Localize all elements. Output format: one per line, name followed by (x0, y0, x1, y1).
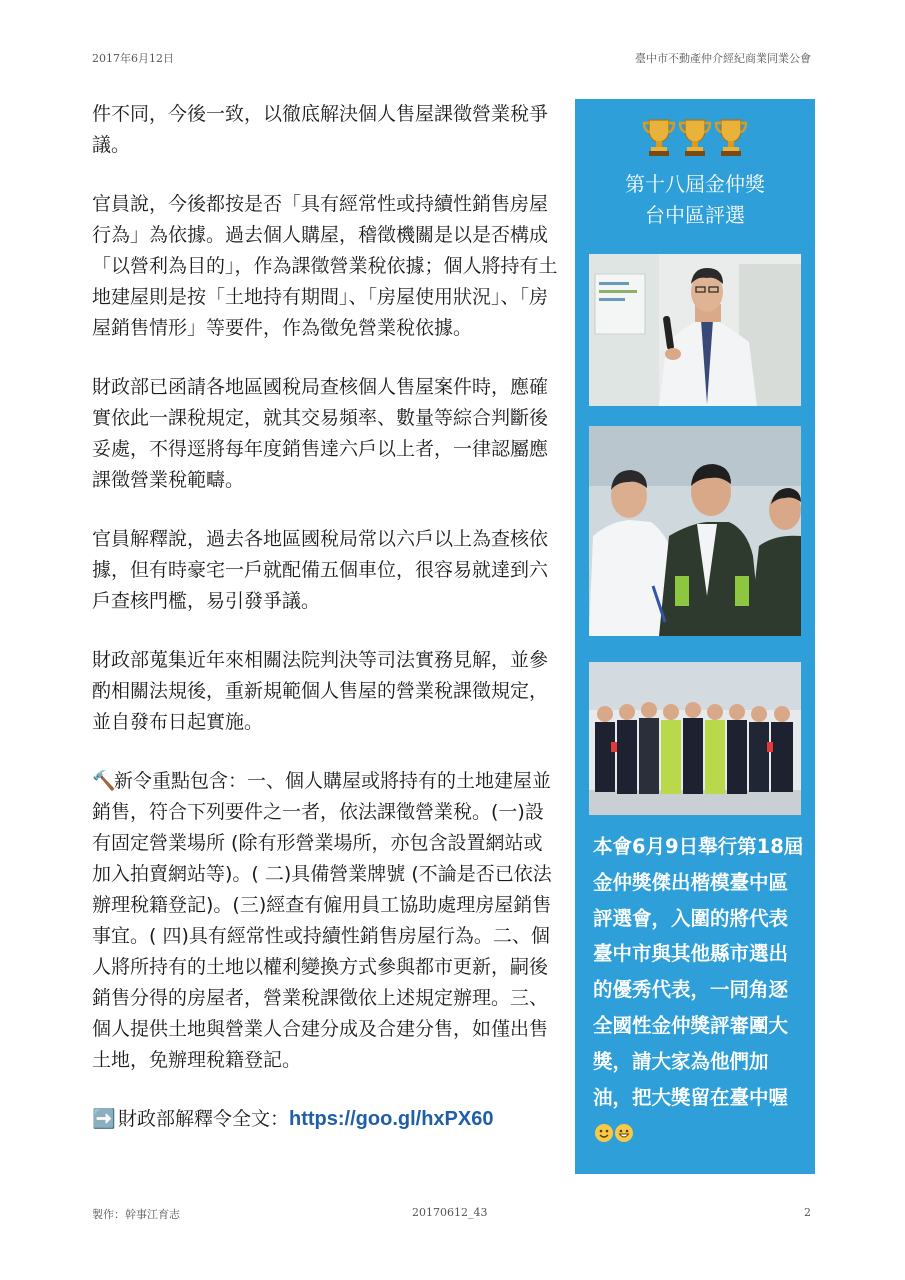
judges-photo (589, 426, 801, 636)
decree-link[interactable]: https://goo.gl/hxPX60 (289, 1108, 494, 1130)
trophy-icon (641, 117, 677, 157)
link-prefix: 財政部解釋令全文： (118, 1108, 290, 1130)
header-date: 2017年6月12日 (92, 52, 174, 65)
footer-author: 製作：幹事江育志 (92, 1208, 180, 1221)
trophy-icon (713, 117, 749, 157)
key-points-text: 新令重點包含：一、個人購屋或將持有的土地建屋並銷售，符合下列要件之一者，依法課徵營業稅。(一)設有固定營業場所 (除有形營業場所，亦包含設置網站或加入拍賣網站等)。( 二)具備營業牌號 (不論是否已依法辦理稅籍登記)。(三)經查有僱用員工協助處理房屋銷售事宜。( 四)具有經常性或持續性銷售房屋行為。二、個人將所持有的土地以權利變換方式參與都市更新，嗣後銷售分得的房屋者，營業稅課徵依上述規定辦理。三、個人提供土地與營業人合建分成及合建分售，如僅出售土地，免辦理稅籍登記。 (92, 770, 552, 1071)
award-caption-text: 本會6月9日舉行第18屆金仲獎傑出楷模臺中區評選會，入圍的將代表臺中市與其他縣市選出的優秀代表，一同角逐全國性金仲獎評審團大獎，請大家為他們加油，把大獎留在臺中喔 (593, 835, 804, 1109)
award-caption (593, 829, 805, 1151)
hammer-icon: 🔨 (92, 770, 116, 792)
smiling-face-icon (595, 1124, 613, 1142)
paragraph: 官員解釋說，過去各地區國稅局常以六戶以上為查核依據，但有時豪宅一戶就配備五個車位，很容易就達到六戶查核門檻，易引發爭議。 (92, 528, 549, 612)
speaker-photo (589, 254, 801, 406)
link-paragraph (92, 1104, 560, 1135)
paragraph: 財政部已函請各地區國稅局查核個人售屋案件時，應確實依此一課稅規定，就其交易頻率、數量等綜合判斷後妥處，不得逕將每年度銷售達六戶以上者，一律認屬應課徵營業稅範疇。 (92, 376, 549, 491)
grinning-face-icon (615, 1124, 633, 1142)
award-sidebar (575, 99, 815, 1174)
header-organization: 臺中市不動產仲介經紀商業同業公會 (635, 52, 811, 65)
award-title-line-2: 台中區評選 (645, 203, 745, 227)
award-title (575, 169, 815, 231)
group-photo (589, 662, 801, 815)
article-body (92, 99, 560, 1163)
key-points-paragraph (92, 766, 560, 1076)
paragraph: 財政部蒐集近年來相關法院判決等司法實務見解，並參酌相關法規後，重新規範個人售屋的營業稅課徵規定，並自發布日起實施。 (92, 649, 549, 733)
trophy-row (575, 117, 815, 157)
paragraph: 官員說，今後都按是否「具有經常性或持續性銷售房屋行為」為依據。過去個人購屋，稽徵機關是以是否構成「以營利為目的」，作為課徵營業稅依據；個人將持有土地建屋則是按「土地持有期間」、「房屋使用狀況」、「房屋銷售情形」等要件，作為徵免營業稅依據。 (92, 193, 558, 339)
footer-code: 20170612_43 (412, 1206, 488, 1219)
page-number: 2 (804, 1206, 811, 1219)
right-arrow-icon: ➡️ (92, 1108, 116, 1130)
paragraph: 件不同，今後一致，以徹底解決個人售屋課徵營業稅爭議。 (92, 103, 549, 156)
trophy-icon (677, 117, 713, 157)
award-title-line-1: 第十八屆金仲獎 (625, 172, 765, 196)
